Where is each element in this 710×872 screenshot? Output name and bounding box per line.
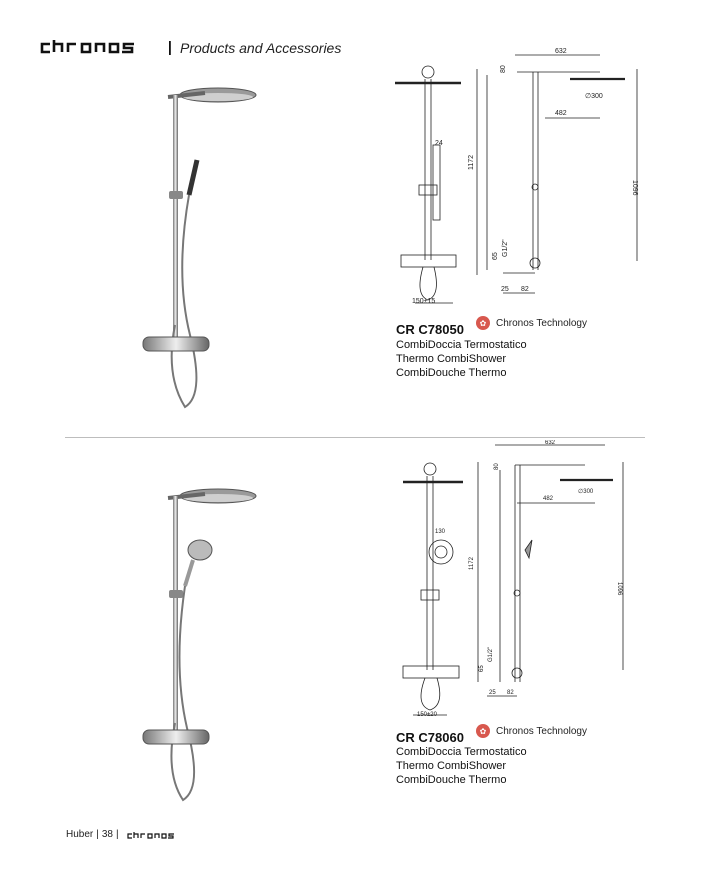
- svg-text:1096: 1096: [631, 180, 638, 196]
- svg-text:∅300: ∅300: [585, 93, 603, 100]
- svg-text:150±20: 150±20: [417, 712, 437, 718]
- technology-label: Chronos Technology: [496, 317, 587, 329]
- svg-text:150±15: 150±15: [412, 298, 436, 305]
- product-name-it: CombiDoccia Termostatico: [396, 746, 527, 758]
- svg-text:25: 25: [489, 690, 496, 696]
- svg-text:482: 482: [543, 496, 554, 502]
- product-description: [396, 745, 527, 787]
- product-description: [396, 338, 527, 380]
- product-code: CR C78050: [396, 322, 464, 337]
- technology-label: Chronos Technology: [496, 725, 587, 737]
- technical-drawing-cr-c78060: [395, 440, 655, 720]
- product-code: CR C78060: [396, 730, 464, 745]
- svg-text:1096: 1096: [616, 582, 622, 596]
- product-image-cr-c78060: [135, 478, 265, 808]
- product-name-en: Thermo CombiShower: [396, 760, 507, 772]
- svg-text:24: 24: [435, 140, 443, 147]
- svg-text:65: 65: [492, 252, 499, 260]
- svg-text:482: 482: [555, 110, 567, 117]
- product-name-fr: CombiDouche Thermo: [396, 367, 507, 379]
- product-name-it: CombiDoccia Termostatico: [396, 339, 527, 351]
- svg-text:65: 65: [479, 665, 485, 672]
- chronos-technology-icon: ✿: [476, 724, 490, 738]
- product-image-cr-c78050: [135, 75, 265, 415]
- chronos-technology-icon: ✿: [476, 316, 490, 330]
- svg-text:1172: 1172: [468, 154, 475, 170]
- svg-text:80: 80: [500, 65, 507, 73]
- chronos-technology-badge: [476, 316, 587, 330]
- footer: Huber | 38 |: [66, 829, 180, 840]
- svg-text:82: 82: [507, 690, 514, 696]
- svg-text:1172: 1172: [469, 557, 475, 570]
- product-name-en: Thermo CombiShower: [396, 353, 507, 365]
- svg-text:632: 632: [545, 440, 556, 446]
- page-number: 38: [101, 829, 113, 840]
- chronos-technology-badge: [476, 724, 587, 738]
- footer-chronos-logo: [122, 831, 180, 839]
- svg-text:G1/2": G1/2": [488, 646, 494, 662]
- svg-text:632: 632: [555, 48, 567, 55]
- footer-company: Huber: [66, 829, 94, 840]
- svg-text:25: 25: [501, 286, 509, 293]
- svg-text:G1/2": G1/2": [502, 239, 509, 257]
- technical-drawing-cr-c78050: [395, 45, 655, 310]
- svg-text:130: 130: [435, 529, 446, 535]
- svg-text:80: 80: [494, 463, 500, 470]
- svg-text:∅300: ∅300: [578, 489, 594, 495]
- chronos-logo: [40, 38, 175, 58]
- svg-text:82: 82: [521, 286, 529, 293]
- page-header-title: Products and Accessories: [180, 40, 342, 56]
- product-name-fr: CombiDouche Thermo: [396, 774, 507, 786]
- section-divider: [65, 437, 645, 438]
